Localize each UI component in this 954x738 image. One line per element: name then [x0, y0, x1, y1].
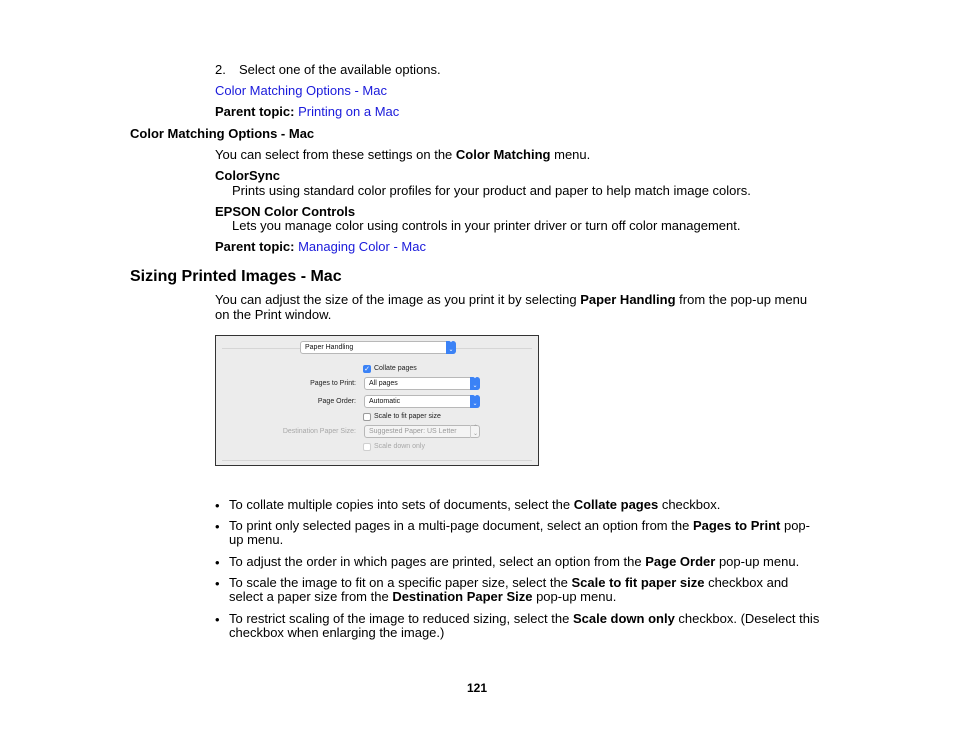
destination-value: Suggested Paper: US Letter — [369, 428, 457, 435]
colorsync-term: ColorSync — [215, 168, 281, 183]
bullet-bold: Pages to Print — [692, 518, 781, 533]
parent-topic-2 — [215, 239, 426, 254]
bullet-marker: • — [215, 498, 220, 513]
pages-to-print-label: Pages to Print: — [310, 380, 356, 387]
paper-handling-dialog — [215, 335, 539, 466]
popup-arrow-icon: ⌃ ⌄ — [470, 377, 480, 390]
scale-to-fit-checkbox[interactable] — [363, 413, 371, 421]
bullet-marker: • — [215, 519, 220, 534]
scale-down-label: Scale down only — [374, 443, 425, 450]
bullet-bold: Scale to fit paper size — [571, 575, 705, 590]
intro-text-end: menu. — [550, 147, 591, 162]
bullet-item — [229, 519, 821, 547]
parent-topic-1 — [215, 104, 399, 119]
parent-topic-link[interactable]: Printing on a Mac — [298, 104, 400, 119]
collate-label: Collate pages — [374, 365, 417, 372]
destination-label: Destination Paper Size: — [282, 428, 356, 435]
sizing-intro-line2: on the Print window. — [215, 307, 332, 322]
bullet-text: To scale the image to fit on a specific paper size, select the — [229, 575, 572, 590]
bullet-item — [229, 576, 821, 604]
page-order-popup[interactable] — [364, 395, 480, 408]
bullet-text-mid: checkbox and select a paper size from the — [229, 575, 789, 604]
pages-to-print-popup[interactable] — [364, 377, 480, 390]
bullet-marker: • — [215, 612, 220, 627]
epson-controls-term: EPSON Color Controls — [215, 204, 356, 219]
bullet-bold: Destination Paper Size — [392, 589, 533, 604]
scale-to-fit-label: Scale to fit paper size — [374, 413, 441, 420]
page-order-label: Page Order: — [317, 398, 356, 405]
panel-menu-popup[interactable] — [300, 341, 456, 354]
intro-text: You can select from these settings on the — [215, 147, 456, 162]
epson-controls-desc: Lets you manage color using controls in your printer driver or turn off color management. — [232, 218, 741, 233]
page-order-value: Automatic — [369, 398, 401, 405]
colorsync-desc: Prints using standard color profiles for your product and paper to help match image colors. — [232, 183, 751, 198]
popup-arrow-icon: ⌃ ⌄ — [470, 425, 480, 438]
popup-arrow-icon: ⌃ ⌄ — [470, 395, 480, 408]
step-number: 2. — [215, 62, 226, 77]
bullet-bold: Scale down only — [572, 611, 675, 626]
panel-menu-value: Paper Handling — [305, 344, 354, 351]
color-matching-heading: Color Matching Options - Mac — [130, 126, 315, 141]
sizing-intro-text-end: from the pop-up menu — [675, 292, 808, 307]
bullet-text: To collate multiple copies into sets of documents, select the — [229, 497, 574, 512]
bottom-divider — [222, 460, 532, 461]
bullet-text-end: pop-up menu. — [532, 589, 617, 604]
collate-checkbox[interactable]: ✓ — [364, 366, 370, 373]
bullet-item — [229, 612, 821, 640]
scale-down-checkbox[interactable] — [363, 443, 371, 451]
sizing-intro-bold: Paper Handling — [580, 292, 676, 307]
bullet-text-end: checkbox. — [658, 497, 721, 512]
page-number: 121 — [467, 681, 488, 695]
bullet-text-end: checkbox. (Deselect this checkbox when enlarging the image.) — [229, 611, 820, 640]
popup-arrow-icon: ⌃ ⌄ — [446, 341, 456, 354]
parent-topic-label: Parent topic: — [215, 239, 295, 254]
bullet-text: To print only selected pages in a multi-page document, select an option from the — [229, 518, 693, 533]
color-matching-link[interactable]: Color Matching Options - Mac — [215, 83, 387, 98]
bullet-marker: • — [215, 576, 220, 591]
bullet-text-end: pop-up menu. — [229, 518, 810, 547]
color-matching-intro — [215, 147, 590, 162]
destination-popup[interactable] — [364, 425, 480, 438]
bullet-item — [229, 498, 821, 512]
bullet-text: To restrict scaling of the image to reduced sizing, select the — [229, 611, 573, 626]
bullet-item — [229, 555, 821, 569]
bullet-text-end: pop-up menu. — [715, 554, 800, 569]
sizing-heading: Sizing Printed Images - Mac — [130, 268, 342, 285]
parent-topic-label: Parent topic: — [215, 104, 295, 119]
bullet-bold: Page Order — [645, 554, 716, 569]
intro-bold: Color Matching — [455, 147, 551, 162]
sizing-intro-text: You can adjust the size of the image as you print it by selecting — [215, 292, 581, 307]
step-text: Select one of the available options. — [239, 62, 441, 77]
pages-to-print-value: All pages — [369, 380, 398, 387]
parent-topic-link[interactable]: Managing Color - Mac — [298, 239, 426, 254]
bullet-text: To adjust the order in which pages are printed, select an option from the — [229, 554, 646, 569]
bullet-marker: • — [215, 555, 220, 570]
bullet-bold: Collate pages — [573, 497, 659, 512]
sizing-intro-line1 — [215, 292, 807, 307]
